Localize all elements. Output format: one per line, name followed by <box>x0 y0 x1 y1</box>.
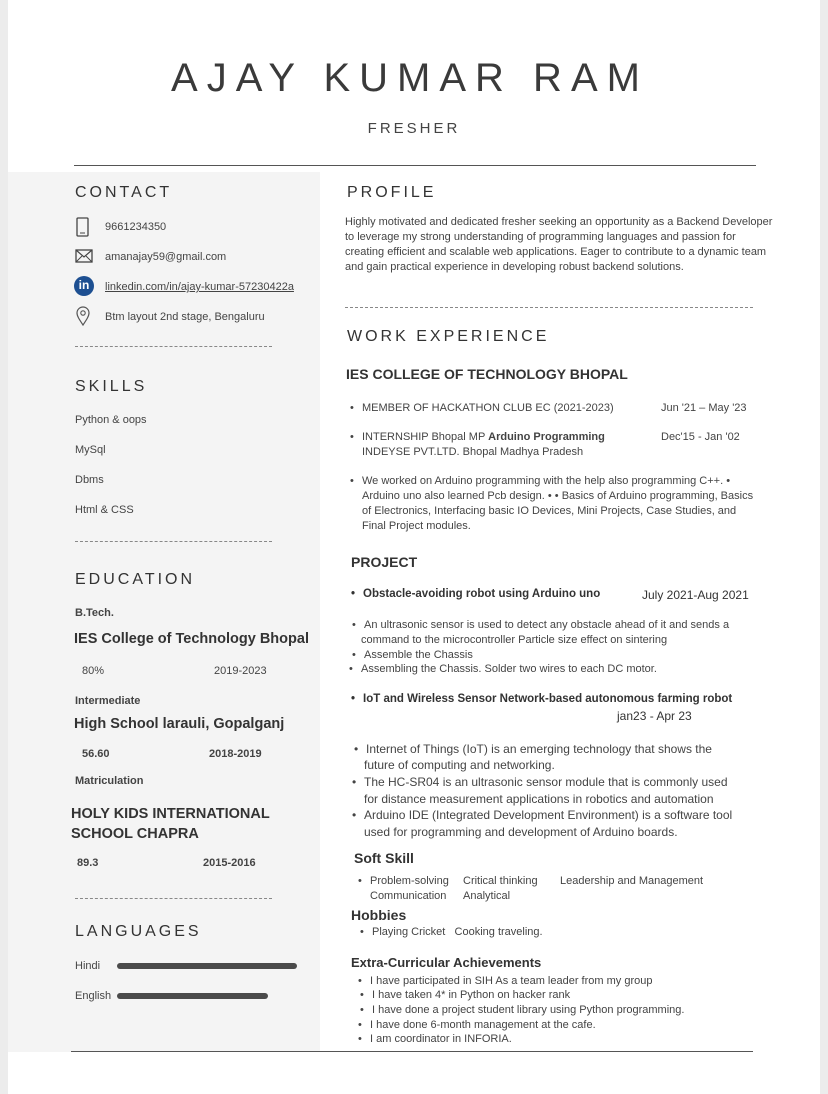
soft-skill-item: Communication <box>370 890 447 902</box>
project-point: • Arduino IDE (Integrated Development Environment) is a software tool <box>364 808 732 822</box>
edu-level: Matriculation <box>75 775 144 787</box>
project-point: • Assembling the Chassis. Solder two wires to each DC motor. <box>361 663 657 675</box>
work-item-line: Final Project modules. <box>362 520 471 532</box>
project-point: • Assemble the Chassis <box>364 649 473 661</box>
skills-heading: SKILLS <box>75 378 148 395</box>
soft-skill-item: Leadership and Management <box>560 875 704 887</box>
work-heading: WORK EXPERIENCE <box>347 328 550 345</box>
edu-years: 2018-2019 <box>209 748 262 760</box>
contact-phone: 9661234350 <box>105 221 167 233</box>
project-title: • Obstacle-avoiding robot using Arduino uno <box>363 588 600 600</box>
work-item-line: INDEYSE PVT.LTD. Bhopal Madhya Pradesh <box>362 446 584 458</box>
work-item: • MEMBER OF HACKATHON CLUB EC (2021-2023) <box>362 402 614 414</box>
edu-institution: SCHOOL CHAPRA <box>71 826 199 842</box>
candidate-title: FRESHER <box>367 120 461 137</box>
soft-skill-item: Analytical <box>463 890 511 902</box>
soft-skill-item: Critical thinking <box>463 875 538 887</box>
work-item <box>362 431 605 443</box>
project-point-line: command to the microcontroller Particle size effect on sintering <box>361 634 668 646</box>
work-item: • We worked on Arduino programming with the help also programming C++. • <box>362 475 730 487</box>
language-level-bar <box>117 993 268 999</box>
footer-divider <box>71 1051 753 1052</box>
project-point-line: for distance measurement applications in robotics and automation <box>364 792 714 806</box>
skill-item: MySql <box>75 444 106 456</box>
extra-item: • I have done a project student library using Python programming. <box>372 1004 684 1016</box>
linkedin-icon: in <box>74 276 94 296</box>
work-company: IES COLLEGE OF TECHNOLOGY BHOPAL <box>346 366 628 382</box>
extra-item: • I have taken 4* in Python on hacker rank <box>372 989 570 1001</box>
project-point: • An ultrasonic sensor is used to detect any obstacle ahead of it and sends a <box>364 619 729 631</box>
sidebar <box>8 172 320 1052</box>
work-item-line: of Electronics, Interfacing basic IO Devices, Mini Projects, Case Studies, and <box>362 505 737 517</box>
project-point: • Internet of Things (IoT) is an emerging technology that shows the <box>366 742 712 756</box>
contact-linkedin-link[interactable]: linkedin.com/in/ajay-kumar-57230422a <box>105 281 294 293</box>
project-point-line: used for programming and development of Arduino boards. <box>364 825 678 839</box>
project-point: • The HC-SR04 is an ultrasonic sensor module that is commonly used <box>364 775 728 789</box>
extra-item: • I have done 6-month management at the cafe. <box>370 1019 596 1031</box>
edu-institution: HOLY KIDS INTERNATIONAL <box>71 806 270 822</box>
extra-item: • I am coordinator in INFORIA. <box>370 1033 512 1045</box>
edu-institution: IES College of Technology Bhopal <box>74 631 309 647</box>
education-heading: EDUCATION <box>75 571 196 588</box>
work-item-highlight: Arduino Programming <box>488 431 605 443</box>
profile-heading: PROFILE <box>347 184 437 201</box>
contact-address: Btm layout 2nd stage, Bengaluru <box>105 311 265 323</box>
languages-heading: LANGUAGES <box>75 923 202 940</box>
education-divider <box>75 898 272 899</box>
phone-icon <box>76 217 90 237</box>
language-name: Hindi <box>75 960 101 972</box>
skill-item: Python & oops <box>75 414 147 426</box>
location-pin-icon <box>76 306 90 326</box>
hobbies-heading: Hobbies <box>351 907 407 923</box>
edu-years: 2015-2016 <box>203 857 256 869</box>
extra-item: • I have participated in SIH As a team leader from my group <box>370 975 652 987</box>
edu-level: Intermediate <box>75 695 141 707</box>
extra-heading: Extra-Curricular Achievements <box>351 955 542 970</box>
project-point-line: future of computing and networking. <box>364 758 555 772</box>
skills-divider <box>75 541 272 542</box>
profile-text: Highly motivated and dedicated fresher seeking an opportunity as a Backend Developer to leverage my strong understanding of programming languages and passion for creating efficient and scalable web applications. Eager to contribute to a dynamic team and gain practical experience in developing robust backend solutions. <box>345 216 773 273</box>
hobbies-text: • Playing Cricket Cooking traveling. <box>372 926 543 938</box>
work-item-text: INTERNSHIP Bhopal MP <box>362 431 489 443</box>
contact-divider <box>75 346 272 347</box>
language-level-bar <box>117 963 297 969</box>
mail-icon <box>75 249 93 263</box>
skill-item: Html & CSS <box>75 504 134 516</box>
work-date: Dec'15 - Jan '02 <box>661 431 740 443</box>
contact-heading: CONTACT <box>75 184 173 201</box>
edu-score: 56.60 <box>82 748 110 760</box>
edu-score: 89.3 <box>77 857 99 869</box>
soft-skill-heading: Soft Skill <box>354 850 414 866</box>
project-heading: PROJECT <box>351 554 418 570</box>
work-date: Jun '21 – May '23 <box>661 402 747 414</box>
edu-years: 2019-2023 <box>214 665 267 677</box>
project-title: • IoT and Wireless Sensor Network-based autonomous farming robot <box>363 693 732 705</box>
profile-divider <box>345 307 753 308</box>
header-divider <box>74 165 756 166</box>
project-date: July 2021-Aug 2021 <box>642 588 749 602</box>
contact-email[interactable]: amanajay59@gmail.com <box>105 251 227 263</box>
edu-level: B.Tech. <box>75 607 114 619</box>
work-item-line: Arduino uno also learned Pcb design. • • Basics of Arduino programming, Basics <box>362 490 754 502</box>
candidate-name: AJAY KUMAR RAM <box>171 56 649 100</box>
project-date: jan23 - Apr 23 <box>617 709 692 723</box>
skill-item: Dbms <box>75 474 104 486</box>
edu-score: 80% <box>82 665 105 677</box>
soft-skill-item: • Problem-solving <box>370 875 449 887</box>
language-name: English <box>75 990 112 1002</box>
edu-institution: High School larauli, Gopalganj <box>74 716 285 732</box>
